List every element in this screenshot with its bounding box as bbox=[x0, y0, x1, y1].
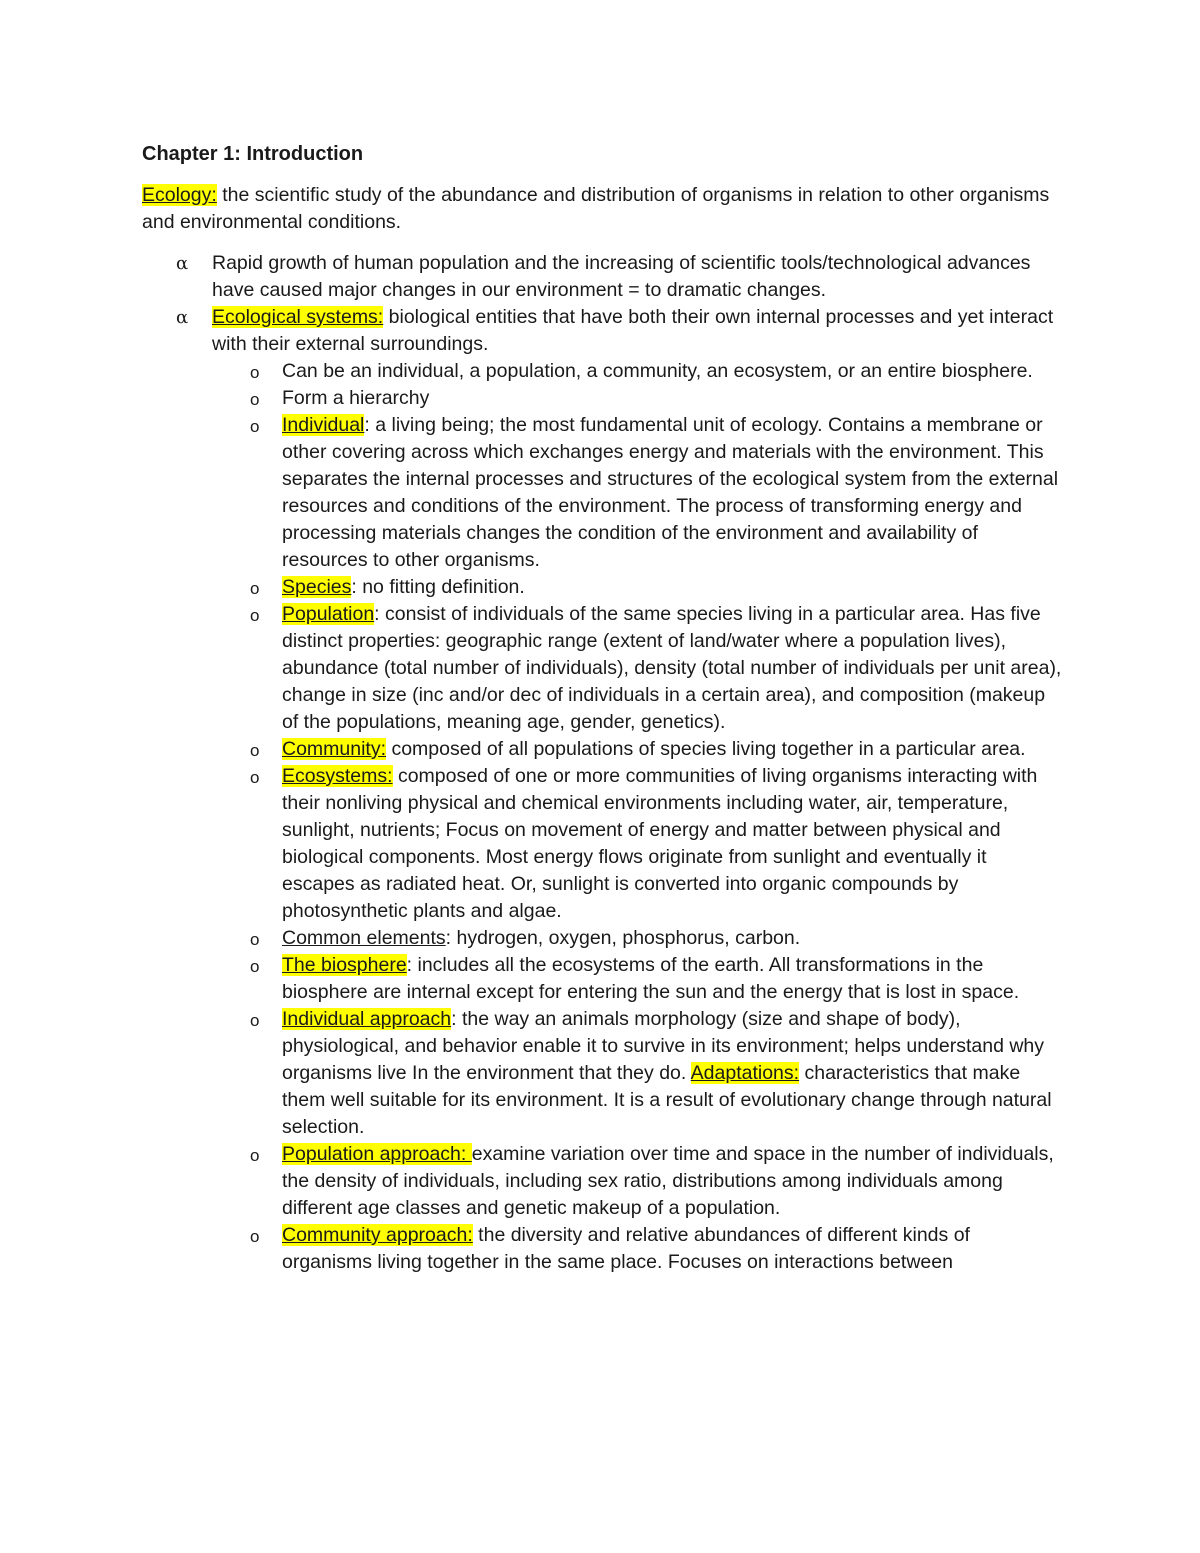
sub-item-text: : hydrogen, oxygen, phosphorus, carbon. bbox=[445, 927, 801, 949]
sub-item-text: Can be an individual, a population, a community, an ecosystem, or an entire biosphere. bbox=[282, 360, 1033, 382]
ecology-definition bbox=[142, 182, 1062, 236]
sub-item-text: composed of all populations of species living together in a particular area. bbox=[386, 738, 1026, 760]
term-population-approach: Population approach: bbox=[282, 1143, 472, 1165]
sub-item-text: examine variation over time and space in the number of individuals, the density of individuals, including sex ratio, distributions among individuals among different age classes and genetic makeup of a population. bbox=[282, 1143, 1054, 1219]
sub-list-item bbox=[142, 763, 1062, 925]
circle-bullet-icon: o bbox=[250, 957, 260, 976]
circle-bullet-icon: o bbox=[250, 741, 260, 760]
sub-list-item bbox=[142, 1006, 1062, 1141]
term-adaptations: Adaptations: bbox=[690, 1062, 800, 1084]
term-population: Population bbox=[282, 603, 375, 625]
circle-bullet-icon: o bbox=[250, 1011, 260, 1030]
term-species: Species bbox=[282, 576, 352, 598]
list-item-text: Rapid growth of human population and the increasing of scientific tools/technological advances have caused major changes in our environment = to dramatic changes. bbox=[212, 252, 1031, 301]
sub-item-text: : consist of individuals of the same species living in a particular area. Has five distinct properties: geographic range (extent of land/water where a population lives), abundance (total number of individuals), density (total number of individuals per unit area), change in size (inc and/or dec of individuals in a certain area), and composition (makeup of the populations, meaning age, gender, genetics). bbox=[282, 603, 1062, 733]
sub-item-text: composed of one or more communities of living organisms interacting with their nonliving physical and chemical environments including water, air, temperature, sunlight, nutrients; Focus on movement of energy and matter between physical and biological components. Most energy flows originate from sunlight and eventually it escapes as radiated heat. Or, sunlight is converted into organic compounds by photosynthetic plants and algae. bbox=[282, 765, 1038, 922]
circle-bullet-icon: o bbox=[250, 1146, 260, 1165]
term-biosphere: The biosphere bbox=[282, 954, 407, 976]
alpha-bullet-icon: α bbox=[176, 307, 189, 328]
circle-bullet-icon: o bbox=[250, 606, 260, 625]
sub-item-text: : no fitting definition. bbox=[351, 576, 525, 598]
main-bullet-list bbox=[142, 250, 1062, 1276]
sub-list-item bbox=[142, 385, 1062, 412]
term-community-approach: Community approach: bbox=[282, 1224, 473, 1246]
sub-list-item bbox=[142, 1141, 1062, 1222]
sub-item-text: Form a hierarchy bbox=[282, 387, 430, 409]
sub-item-text: : a living being; the most fundamental unit of ecology. Contains a membrane or other covering across which exchanges energy and materials with the environment. This separates the internal processes and structures of the ecological system from the external resources and conditions of the environment. The process of transforming energy and processing materials changes the condition of the environment and availability of resources to other organisms. bbox=[282, 414, 1059, 571]
sub-list-item bbox=[142, 574, 1062, 601]
sub-item-text: : the way an animals morphology (size and shape of body), physiological, and behavior enable it to survive in its environment; helps understand why organisms live In the environment that they do. bbox=[282, 1008, 1045, 1084]
circle-bullet-icon: o bbox=[250, 363, 260, 382]
sub-list-item bbox=[142, 736, 1062, 763]
circle-bullet-icon: o bbox=[250, 930, 260, 949]
sub-list-item bbox=[142, 412, 1062, 574]
sub-item-text: : includes all the ecosystems of the earth. All transformations in the biosphere are internal except for entering the sun and the energy that is lost in space. bbox=[282, 954, 1020, 1003]
term-ecological-systems: Ecological systems: bbox=[212, 306, 384, 328]
ecology-text: the scientific study of the abundance and distribution of organisms in relation to other organisms and environmental conditions. bbox=[142, 184, 1050, 233]
chapter-title: Chapter 1: Introduction bbox=[142, 143, 364, 165]
circle-bullet-icon: o bbox=[250, 768, 260, 787]
term-ecology: Ecology: bbox=[142, 184, 217, 206]
sub-list-item bbox=[142, 601, 1062, 736]
list-item bbox=[142, 250, 1062, 304]
sub-list-item bbox=[142, 925, 1062, 952]
term-common-elements: Common elements bbox=[282, 927, 446, 949]
sub-list-item bbox=[142, 358, 1062, 385]
term-individual: Individual bbox=[282, 414, 365, 436]
term-community: Community: bbox=[282, 738, 387, 760]
circle-bullet-icon: o bbox=[250, 417, 260, 436]
circle-bullet-icon: o bbox=[250, 390, 260, 409]
circle-bullet-icon: o bbox=[250, 1227, 260, 1246]
sub-item-text: the diversity and relative abundances of different kinds of organisms living together in the same place. Focuses on interactions between bbox=[282, 1224, 970, 1273]
list-item-text: biological entities that have both their own internal processes and yet interact with their external surroundings. bbox=[212, 306, 1054, 355]
list-item bbox=[142, 304, 1062, 1276]
circle-bullet-icon: o bbox=[250, 579, 260, 598]
sub-list-item bbox=[142, 1222, 1062, 1276]
sub-item-text: characteristics that make them well suitable for its environment. It is a result of evolutionary change through natural selection. bbox=[282, 1062, 1052, 1138]
sub-bullet-list bbox=[212, 358, 1062, 1276]
document-page bbox=[142, 140, 1062, 1276]
term-ecosystems: Ecosystems: bbox=[282, 765, 393, 787]
alpha-bullet-icon: α bbox=[176, 253, 189, 274]
sub-list-item bbox=[142, 952, 1062, 1006]
term-individual-approach: Individual approach bbox=[282, 1008, 452, 1030]
